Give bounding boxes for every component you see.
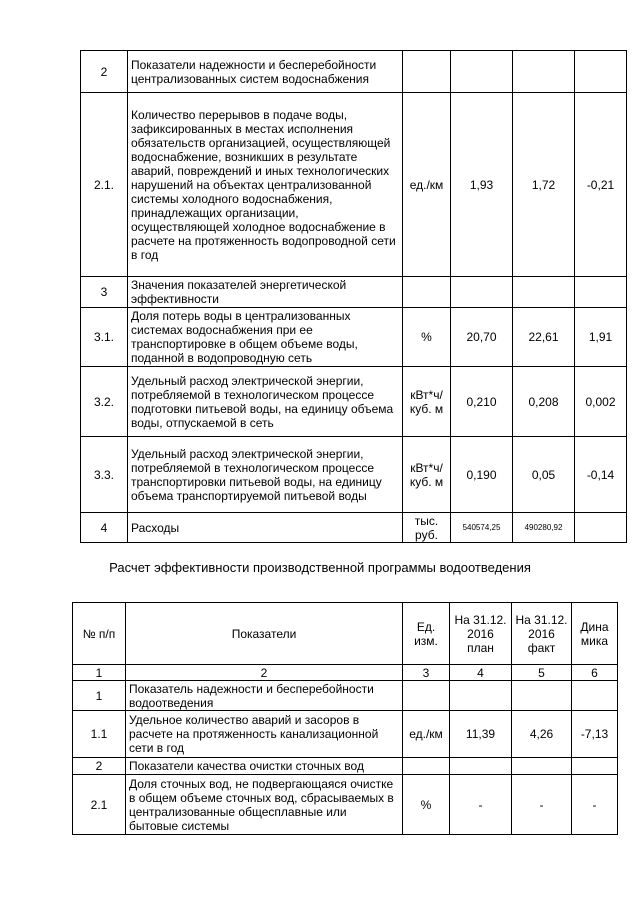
table-row: [81, 437, 627, 513]
table-row: [81, 277, 627, 308]
dynamics-cell: 0,002: [575, 367, 627, 437]
fact-cell: 1,72: [513, 93, 575, 277]
indicator-name: Показатели надежности и бесперебойности централизованных систем водоснабжения: [128, 51, 403, 93]
plan-cell: [451, 277, 513, 308]
indicator-name: Доля сточных вод, не подвергающаяся очистке в общем объеме сточных вод, сбрасываемых в централизованные общесплавные или бытовые системы: [126, 775, 403, 835]
unit-cell: [403, 51, 451, 93]
indicator-name: Удельный расход электрической энергии, потребляемой в технологическом процессе подготовки питьевой воды, на единицу объема воды, отпускаемой в сеть: [128, 367, 403, 437]
header-fact: На 31.12. 2016 факт: [512, 603, 572, 665]
section-caption: Расчет эффективности производственной программы водоотведения: [109, 560, 531, 575]
unit-cell: %: [403, 308, 451, 367]
dynamics-cell: [575, 277, 627, 308]
fact-cell: [513, 51, 575, 93]
column-number: 1: [73, 665, 126, 681]
fact-cell: 490280,92: [513, 513, 575, 543]
header-row: [73, 603, 618, 665]
plan-cell: [451, 51, 513, 93]
fact-cell: -: [512, 775, 572, 835]
indicator-name: Значения показателей энергетической эффективности: [128, 277, 403, 308]
unit-cell: [403, 277, 451, 308]
water-supply-table: [80, 50, 627, 543]
dynamics-cell: -7,13: [572, 711, 618, 758]
unit-cell: тыс. руб.: [403, 513, 451, 543]
row-number: 2.1: [73, 775, 126, 835]
dynamics-cell: [575, 51, 627, 93]
dynamics-cell: -: [572, 775, 618, 835]
indicator-name: Доля потерь воды в централизованных системах водоснабжения при ее транспортировке в общем объеме воды, поданной в водопроводную сеть: [128, 308, 403, 367]
unit-cell: кВт*ч/куб. м: [403, 437, 451, 513]
header-number: № п/п: [73, 603, 126, 665]
unit-cell: ед./км: [403, 711, 450, 758]
dynamics-cell: -0,14: [575, 437, 627, 513]
table-row: [81, 367, 627, 437]
table-row: [73, 758, 618, 775]
plan-cell: 20,70: [451, 308, 513, 367]
table-row: [81, 51, 627, 93]
row-number: 3.3.: [81, 437, 128, 513]
dynamics-cell: [572, 681, 618, 711]
column-number: 3: [403, 665, 450, 681]
fact-cell: [512, 758, 572, 775]
table-row: [81, 93, 627, 277]
fact-cell: 0,05: [513, 437, 575, 513]
plan-cell: [450, 681, 512, 711]
table-row: [73, 775, 618, 835]
unit-cell: ед./км: [403, 93, 451, 277]
plan-cell: 0,210: [451, 367, 513, 437]
fact-cell: 0,208: [513, 367, 575, 437]
indicator-name: Расходы: [128, 513, 403, 543]
table-row: [73, 681, 618, 711]
row-number: 3.2.: [81, 367, 128, 437]
indicator-name: Удельный расход электрической энергии, потребляемой в технологическом процессе транспортировки питьевой воды, на единицу объема транспортируемой питьевой воды: [128, 437, 403, 513]
column-number: 5: [512, 665, 572, 681]
unit-cell: %: [403, 775, 450, 835]
plan-cell: 540574,25: [451, 513, 513, 543]
row-number: 4: [81, 513, 128, 543]
row-number: 2.1.: [81, 93, 128, 277]
column-number: 4: [450, 665, 512, 681]
dynamics-cell: [572, 758, 618, 775]
row-number: 1: [73, 681, 126, 711]
dynamics-cell: 1,91: [575, 308, 627, 367]
plan-cell: -: [450, 775, 512, 835]
dynamics-cell: -0,21: [575, 93, 627, 277]
table-row: [73, 711, 618, 758]
header-plan: На 31.12. 2016 план: [450, 603, 512, 665]
plan-cell: [450, 758, 512, 775]
wastewater-table: [72, 602, 618, 835]
row-number: 3.1.: [81, 308, 128, 367]
plan-cell: 0,190: [451, 437, 513, 513]
header-indicator: Показатели: [126, 603, 403, 665]
row-number: 2: [81, 51, 128, 93]
unit-cell: кВт*ч/куб. м: [403, 367, 451, 437]
unit-cell: [403, 681, 450, 711]
row-number: 2: [73, 758, 126, 775]
unit-cell: [403, 758, 450, 775]
indicator-name: Показатели качества очистки сточных вод: [126, 758, 403, 775]
fact-cell: [513, 277, 575, 308]
table-row: [81, 308, 627, 367]
plan-cell: 11,39: [450, 711, 512, 758]
fact-cell: [512, 681, 572, 711]
row-number: 3: [81, 277, 128, 308]
header-unit: Ед. изм.: [403, 603, 450, 665]
table-row: [81, 513, 627, 543]
column-number: 2: [126, 665, 403, 681]
dynamics-cell: [575, 513, 627, 543]
column-number-row: [73, 665, 618, 681]
row-number: 1.1: [73, 711, 126, 758]
indicator-name: Количество перерывов в подаче воды, зафиксированных в местах исполнения обязательств организацией, осуществляющей водоснабжение, возникших в результате аварий, повреждений и иных технологических нарушений на объектах централизованной системы холодного водоснабжения, принадлежащих организации, осуществляющей холодное водоснабжение в расчете на протяженность водопроводной сети в год: [128, 93, 403, 277]
fact-cell: 22,61: [513, 308, 575, 367]
fact-cell: 4,26: [512, 711, 572, 758]
indicator-name: Показатель надежности и бесперебойности водоотведения: [126, 681, 403, 711]
plan-cell: 1,93: [451, 93, 513, 277]
column-number: 6: [572, 665, 618, 681]
indicator-name: Удельное количество аварий и засоров в расчете на протяженность канализационной сети в год: [126, 711, 403, 758]
header-dynamics: Дина мика: [572, 603, 618, 665]
